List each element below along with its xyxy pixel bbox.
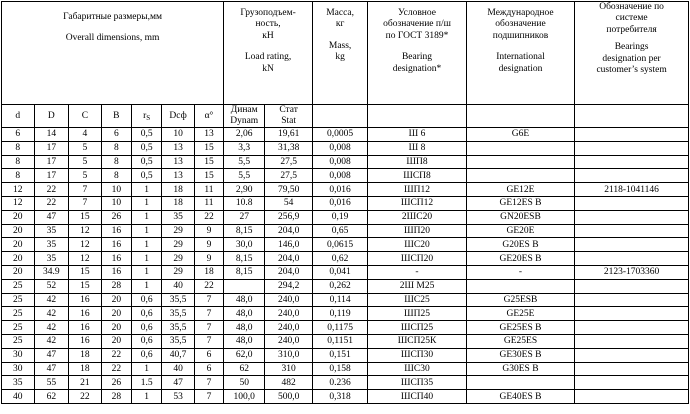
cell-dsf: 13 <box>162 155 195 169</box>
cell-dsf: 40 <box>162 362 195 376</box>
cell-d: 12 <box>2 196 35 210</box>
cell-C: 18 <box>69 348 102 362</box>
cell-mass: 0,016 <box>312 183 367 197</box>
col-header-D: D <box>34 105 69 128</box>
table-row <box>2 155 689 169</box>
cell-static: 79,50 <box>265 183 313 197</box>
cell-D: 52 <box>34 279 69 293</box>
header-customer-designation: Обозначение по системе потребителя Bearings designation per customer’s system <box>575 2 689 105</box>
cell-static: 146,0 <box>265 238 313 252</box>
cell-rs: 1 <box>131 362 161 376</box>
cell-D: 22 <box>34 183 69 197</box>
cell-international-designation: - <box>466 265 574 279</box>
cell-C: 4 <box>69 128 102 142</box>
cell-alpha: 6 <box>194 362 223 376</box>
cell-d: 25 <box>2 279 35 293</box>
cell-dsf: 10 <box>162 128 195 142</box>
cell-C: 12 <box>69 238 102 252</box>
cell-gost-designation: ШСП40 <box>368 390 467 404</box>
cell-d: 30 <box>2 362 35 376</box>
cell-alpha: 18 <box>194 265 223 279</box>
cell-static: 31,38 <box>265 141 313 155</box>
cell-C: 16 <box>69 321 102 335</box>
cell-dsf: 29 <box>162 238 195 252</box>
cell-static: 482 <box>265 376 313 390</box>
cell-international-designation: G30ES B <box>466 362 574 376</box>
cell-gost-designation: ШСП35 <box>368 376 467 390</box>
cell-gost-designation: ШСП30 <box>368 348 467 362</box>
header-international-designation: Международное обозначение подшипников International designation <box>466 2 574 105</box>
cell-customer-designation <box>575 196 689 210</box>
cell-D: 47 <box>34 348 69 362</box>
cell-C: 22 <box>69 390 102 404</box>
cell-rs: 0,5 <box>131 141 161 155</box>
cell-alpha: 11 <box>194 196 223 210</box>
cell-customer-designation <box>575 390 689 404</box>
cell-d: 25 <box>2 334 35 348</box>
col-header-C: C <box>69 105 102 128</box>
cell-dynamic: 8,15 <box>224 265 265 279</box>
cell-mass: 0,65 <box>312 224 367 238</box>
cell-rs: 1 <box>131 183 161 197</box>
cell-gost-designation: ШСП25 <box>368 321 467 335</box>
cell-rs: 1.5 <box>131 376 161 390</box>
cell-d: 25 <box>2 321 35 335</box>
cell-C: 5 <box>69 155 102 169</box>
col-header-dynamic: Динам Dynam <box>224 105 265 128</box>
col-header-B: B <box>101 105 131 128</box>
cell-C: 18 <box>69 362 102 376</box>
cell-B: 26 <box>101 376 131 390</box>
cell-customer-designation <box>575 348 689 362</box>
cell-customer-designation <box>575 334 689 348</box>
cell-dynamic: 48,0 <box>224 321 265 335</box>
cell-static: 294,2 <box>265 279 313 293</box>
cell-customer-designation <box>575 279 689 293</box>
table-row <box>2 348 689 362</box>
cell-dsf: 40 <box>162 279 195 293</box>
cell-d: 6 <box>2 128 35 142</box>
cell-static: 240,0 <box>265 293 313 307</box>
cell-rs: 1 <box>131 390 161 404</box>
cell-international-designation: GE20E <box>466 224 574 238</box>
cell-gost-designation: Ш 6 <box>368 128 467 142</box>
cell-static: 19,61 <box>265 128 313 142</box>
cell-C: 5 <box>69 141 102 155</box>
cell-B: 16 <box>101 252 131 266</box>
table-row <box>2 362 689 376</box>
cell-mass: 0,119 <box>312 307 367 321</box>
cell-rs: 0,5 <box>131 128 161 142</box>
cell-rs: 1 <box>131 224 161 238</box>
cell-dynamic: 5,5 <box>224 155 265 169</box>
cell-dynamic: 8,15 <box>224 252 265 266</box>
cell-dsf: 53 <box>162 390 195 404</box>
cell-gost-designation: ШСП8 <box>368 169 467 183</box>
cell-rs: 0,5 <box>131 155 161 169</box>
cell-alpha: 15 <box>194 155 223 169</box>
cell-D: 35 <box>34 252 69 266</box>
cell-d: 20 <box>2 265 35 279</box>
cell-D: 47 <box>34 210 69 224</box>
cell-international-designation: G25ESB <box>466 293 574 307</box>
cell-international-designation: G20ES B <box>466 238 574 252</box>
cell-customer-designation: 2118-1041146 <box>575 183 689 197</box>
cell-international-designation <box>466 279 574 293</box>
cell-alpha: 7 <box>194 376 223 390</box>
cell-static: 256,9 <box>265 210 313 224</box>
cell-B: 26 <box>101 210 131 224</box>
cell-D: 62 <box>34 390 69 404</box>
cell-C: 15 <box>69 265 102 279</box>
col-header-static: Стат Stat <box>265 105 313 128</box>
header-row-main <box>2 2 689 105</box>
cell-alpha: 15 <box>194 169 223 183</box>
cell-mass: 0,008 <box>312 155 367 169</box>
cell-C: 12 <box>69 224 102 238</box>
cell-dynamic <box>224 279 265 293</box>
cell-D: 17 <box>34 141 69 155</box>
cell-mass: 0,262 <box>312 279 367 293</box>
cell-dynamic: 27 <box>224 210 265 224</box>
col-header-d: d <box>2 105 35 128</box>
cell-d: 40 <box>2 390 35 404</box>
cell-d: 8 <box>2 169 35 183</box>
cell-d: 20 <box>2 210 35 224</box>
cell-dsf: 35,5 <box>162 293 195 307</box>
cell-dynamic: 2,90 <box>224 183 265 197</box>
cell-B: 20 <box>101 334 131 348</box>
cell-international-designation: GE25ES B <box>466 321 574 335</box>
cell-C: 15 <box>69 279 102 293</box>
cell-mass: 0,158 <box>312 362 367 376</box>
cell-customer-designation <box>575 210 689 224</box>
cell-customer-designation <box>575 321 689 335</box>
cell-alpha: 11 <box>194 183 223 197</box>
table-row <box>2 238 689 252</box>
cell-mass: 0,016 <box>312 196 367 210</box>
cell-rs: 0,6 <box>131 307 161 321</box>
cell-international-designation: GE30ES B <box>466 348 574 362</box>
cell-dynamic: 3,3 <box>224 141 265 155</box>
cell-dsf: 13 <box>162 169 195 183</box>
cell-alpha: 13 <box>194 128 223 142</box>
cell-rs: 1 <box>131 238 161 252</box>
cell-d: 35 <box>2 376 35 390</box>
cell-customer-designation <box>575 128 689 142</box>
cell-mass: 0,114 <box>312 293 367 307</box>
cell-customer-designation <box>575 141 689 155</box>
cell-mass: 0,041 <box>312 265 367 279</box>
table-body <box>2 128 689 404</box>
cell-D: 17 <box>34 155 69 169</box>
cell-customer-designation <box>575 252 689 266</box>
cell-D: 42 <box>34 307 69 321</box>
cell-static: 27,5 <box>265 169 313 183</box>
cell-B: 20 <box>101 307 131 321</box>
cell-dynamic: 50 <box>224 376 265 390</box>
cell-alpha: 9 <box>194 238 223 252</box>
cell-mass: 0,008 <box>312 141 367 155</box>
cell-d: 8 <box>2 141 35 155</box>
cell-customer-designation <box>575 238 689 252</box>
cell-rs: 0,6 <box>131 293 161 307</box>
cell-B: 10 <box>101 183 131 197</box>
cell-alpha: 7 <box>194 334 223 348</box>
cell-customer-designation <box>575 169 689 183</box>
cell-gost-designation: ШСП12 <box>368 196 467 210</box>
cell-C: 15 <box>69 210 102 224</box>
table-row <box>2 169 689 183</box>
cell-C: 16 <box>69 334 102 348</box>
cell-alpha: 9 <box>194 252 223 266</box>
cell-B: 20 <box>101 321 131 335</box>
cell-mass: 0,62 <box>312 252 367 266</box>
table-row <box>2 183 689 197</box>
cell-D: 42 <box>34 321 69 335</box>
cell-international-designation: G6E <box>466 128 574 142</box>
cell-static: 204,0 <box>265 265 313 279</box>
cell-alpha: 22 <box>194 279 223 293</box>
cell-rs: 0,5 <box>131 169 161 183</box>
cell-C: 7 <box>69 196 102 210</box>
cell-d: 30 <box>2 348 35 362</box>
cell-dsf: 18 <box>162 183 195 197</box>
cell-alpha: 7 <box>194 390 223 404</box>
cell-dynamic: 5,5 <box>224 169 265 183</box>
header-overall-dimensions: Габаритные размеры,мм Overall dimensions, mm <box>2 2 224 105</box>
cell-B: 8 <box>101 155 131 169</box>
cell-gost-designation: Ш 8 <box>368 141 467 155</box>
cell-static: 240,0 <box>265 334 313 348</box>
cell-international-designation <box>466 155 574 169</box>
cell-C: 16 <box>69 307 102 321</box>
cell-d: 25 <box>2 307 35 321</box>
cell-gost-designation: ШП8 <box>368 155 467 169</box>
table-row <box>2 210 689 224</box>
cell-mass: 0,151 <box>312 348 367 362</box>
header-load-rating: Грузоподъем- ность, кН Load rating, kN <box>224 2 313 105</box>
cell-alpha: 6 <box>194 348 223 362</box>
cell-international-designation <box>466 169 574 183</box>
cell-international-designation: GE12E <box>466 183 574 197</box>
cell-gost-designation: ШСП20 <box>368 252 467 266</box>
cell-rs: 1 <box>131 279 161 293</box>
cell-international-designation: GE25ES <box>466 334 574 348</box>
cell-rs: 1 <box>131 252 161 266</box>
cell-dsf: 29 <box>162 224 195 238</box>
header-row-columns <box>2 105 689 128</box>
cell-mass: 0,318 <box>312 390 367 404</box>
table-row <box>2 265 689 279</box>
cell-customer-designation <box>575 224 689 238</box>
cell-international-designation: GN20ESB <box>466 210 574 224</box>
cell-D: 55 <box>34 376 69 390</box>
cell-rs: 1 <box>131 196 161 210</box>
cell-alpha: 7 <box>194 321 223 335</box>
cell-D: 34.9 <box>34 265 69 279</box>
cell-gost-designation: ШП12 <box>368 183 467 197</box>
cell-mass: 0,19 <box>312 210 367 224</box>
cell-gost-designation: ШС25 <box>368 293 467 307</box>
table-row <box>2 141 689 155</box>
cell-international-designation: GE20ES B <box>466 252 574 266</box>
cell-customer-designation <box>575 362 689 376</box>
cell-alpha: 15 <box>194 141 223 155</box>
cell-international-designation: GE40ES B <box>466 390 574 404</box>
cell-international-designation <box>466 376 574 390</box>
cell-B: 16 <box>101 238 131 252</box>
cell-rs: 0,6 <box>131 348 161 362</box>
cell-B: 22 <box>101 348 131 362</box>
cell-B: 16 <box>101 265 131 279</box>
header-mass: Масса, кг Mass, kg <box>312 2 367 105</box>
cell-D: 35 <box>34 224 69 238</box>
cell-dynamic: 2,06 <box>224 128 265 142</box>
cell-static: 310 <box>265 362 313 376</box>
cell-gost-designation: ШС30 <box>368 362 467 376</box>
cell-dynamic: 48,0 <box>224 293 265 307</box>
cell-alpha: 7 <box>194 293 223 307</box>
table-row <box>2 390 689 404</box>
cell-mass: 0,008 <box>312 169 367 183</box>
cell-D: 42 <box>34 334 69 348</box>
cell-gost-designation: - <box>368 265 467 279</box>
table-row <box>2 128 689 142</box>
cell-mass: 0,1151 <box>312 334 367 348</box>
cell-D: 47 <box>34 362 69 376</box>
cell-dynamic: 30,0 <box>224 238 265 252</box>
cell-customer-designation <box>575 293 689 307</box>
cell-B: 8 <box>101 169 131 183</box>
cell-rs: 1 <box>131 210 161 224</box>
table-row <box>2 307 689 321</box>
cell-dynamic: 62,0 <box>224 348 265 362</box>
cell-static: 54 <box>265 196 313 210</box>
table-row <box>2 224 689 238</box>
cell-rs: 0,6 <box>131 321 161 335</box>
cell-D: 14 <box>34 128 69 142</box>
cell-dsf: 35,5 <box>162 334 195 348</box>
cell-static: 240,0 <box>265 307 313 321</box>
cell-static: 204,0 <box>265 224 313 238</box>
cell-static: 310,0 <box>265 348 313 362</box>
cell-international-designation: GE12ES B <box>466 196 574 210</box>
cell-dsf: 47 <box>162 376 195 390</box>
cell-d: 25 <box>2 293 35 307</box>
cell-C: 16 <box>69 293 102 307</box>
cell-dsf: 35 <box>162 210 195 224</box>
col-header-alpha: α° <box>194 105 223 128</box>
cell-B: 22 <box>101 362 131 376</box>
cell-dsf: 40,7 <box>162 348 195 362</box>
cell-dsf: 29 <box>162 265 195 279</box>
cell-dsf: 29 <box>162 252 195 266</box>
cell-rs: 0,6 <box>131 334 161 348</box>
cell-rs: 1 <box>131 265 161 279</box>
cell-D: 17 <box>34 169 69 183</box>
cell-dsf: 18 <box>162 196 195 210</box>
cell-d: 20 <box>2 224 35 238</box>
header-bearing-designation: Условное обозначение п/ш по ГОСТ 3189* Bearing designation* <box>368 2 467 105</box>
cell-C: 21 <box>69 376 102 390</box>
table-row <box>2 252 689 266</box>
cell-mass: 0,0615 <box>312 238 367 252</box>
cell-static: 204,0 <box>265 252 313 266</box>
cell-d: 8 <box>2 155 35 169</box>
cell-customer-designation: 2123-1703360 <box>575 265 689 279</box>
cell-static: 500,0 <box>265 390 313 404</box>
cell-d: 20 <box>2 252 35 266</box>
cell-dynamic: 100,0 <box>224 390 265 404</box>
cell-B: 16 <box>101 224 131 238</box>
table-row <box>2 321 689 335</box>
cell-dsf: 35,5 <box>162 307 195 321</box>
cell-d: 20 <box>2 238 35 252</box>
table-row <box>2 279 689 293</box>
cell-gost-designation: ШС20 <box>368 238 467 252</box>
table-row <box>2 334 689 348</box>
cell-international-designation: GE25E <box>466 307 574 321</box>
cell-mass: 0,0005 <box>312 128 367 142</box>
cell-B: 8 <box>101 141 131 155</box>
cell-international-designation <box>466 141 574 155</box>
cell-B: 28 <box>101 390 131 404</box>
cell-customer-designation <box>575 376 689 390</box>
cell-C: 12 <box>69 252 102 266</box>
cell-dynamic: 48,0 <box>224 307 265 321</box>
cell-dsf: 35,5 <box>162 321 195 335</box>
cell-dynamic: 48,0 <box>224 334 265 348</box>
cell-C: 7 <box>69 183 102 197</box>
cell-dsf: 13 <box>162 141 195 155</box>
table-row <box>2 293 689 307</box>
col-header-dsf: Dсф <box>162 105 195 128</box>
col-header-rs: $r_S$ <box>131 105 161 128</box>
cell-mass: 0,1175 <box>312 321 367 335</box>
cell-static: 240,0 <box>265 321 313 335</box>
cell-alpha: 22 <box>194 210 223 224</box>
cell-B: 6 <box>101 128 131 142</box>
cell-alpha: 9 <box>194 224 223 238</box>
cell-gost-designation: ШП20 <box>368 224 467 238</box>
cell-alpha: 7 <box>194 307 223 321</box>
cell-gost-designation: ШП25 <box>368 307 467 321</box>
cell-d: 12 <box>2 183 35 197</box>
cell-dynamic: 10.8 <box>224 196 265 210</box>
table-row <box>2 376 689 390</box>
cell-B: 28 <box>101 279 131 293</box>
table-row <box>2 196 689 210</box>
cell-mass: 0.236 <box>312 376 367 390</box>
cell-B: 10 <box>101 196 131 210</box>
cell-static: 27,5 <box>265 155 313 169</box>
cell-B: 20 <box>101 293 131 307</box>
cell-customer-designation <box>575 307 689 321</box>
cell-customer-designation <box>575 155 689 169</box>
cell-D: 22 <box>34 196 69 210</box>
cell-gost-designation: 2Ш М25 <box>368 279 467 293</box>
bearing-spec-table <box>1 1 689 404</box>
cell-C: 5 <box>69 169 102 183</box>
cell-D: 35 <box>34 238 69 252</box>
cell-D: 42 <box>34 293 69 307</box>
cell-dynamic: 62 <box>224 362 265 376</box>
cell-dynamic: 8,15 <box>224 224 265 238</box>
cell-gost-designation: 2ШС20 <box>368 210 467 224</box>
cell-gost-designation: ШСП25К <box>368 334 467 348</box>
